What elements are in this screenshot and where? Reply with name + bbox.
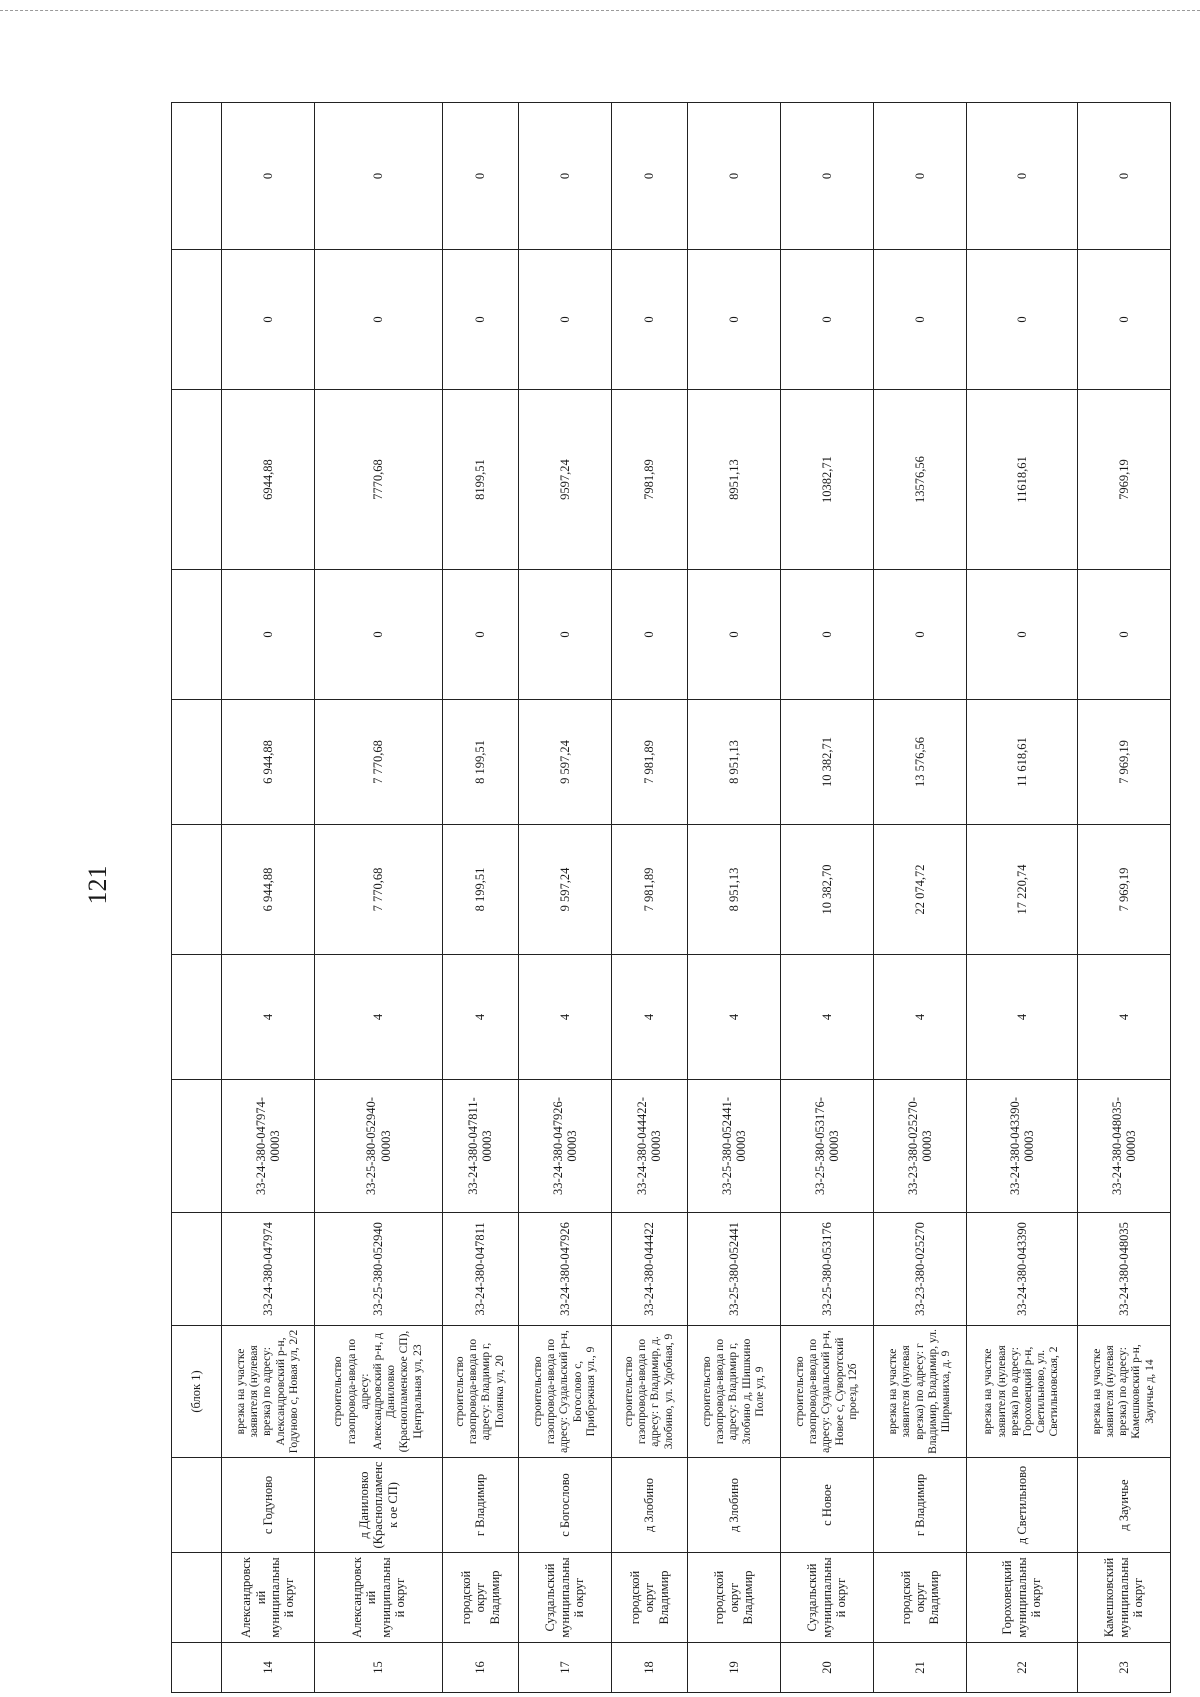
header-cell-block: (блок 1) [172,1326,222,1458]
value-cell: 0 [874,570,967,700]
value-cell: 0 [442,570,518,700]
amount-cell: 7 981,89 [611,825,687,955]
value-cell: 0 [442,250,518,390]
district-cell: Александровский муниципальный округ [315,1553,443,1643]
row-number: 20 [780,1643,873,1693]
amount-cell: 8 951,13 [687,700,780,825]
object-id-cell: 33-24-380-044422-00003 [611,1080,687,1213]
district-cell: Суздальский муниципальный округ [780,1553,873,1643]
value-cell: 0 [611,250,687,390]
code-cell: 33-24-380-047926 [518,1213,611,1326]
value-cell: 0 [967,570,1077,700]
value-cell: 0 [611,103,687,250]
description-cell: врезка на участке заявителя (нулевая врезка) по адресу: Камешковский р-н, Зауичье д, 14 [1077,1326,1170,1458]
value-cell: 0 [222,570,315,700]
object-id-cell: 33-25-380-053176-00003 [780,1080,873,1213]
row-number: 21 [874,1643,967,1693]
amount-cell: 7969,19 [1077,390,1170,570]
object-id-cell: 33-24-380-043390-00003 [967,1080,1077,1213]
description-cell: строительство газопровода-ввода по адресу: Владимир г, Полянка ул, 20 [442,1326,518,1458]
row-number: 17 [518,1643,611,1693]
description-cell: строительство газопровода-ввода по адресу: Суздальский р-н, Богослово с, Прибрежная ул., 9 [518,1326,611,1458]
locality-cell: д Злобино [687,1458,780,1553]
object-id-cell: 33-24-380-047974-00003 [222,1080,315,1213]
table-row [780,103,873,1693]
row-number: 23 [1077,1643,1170,1693]
value-cell: 0 [874,103,967,250]
amount-cell: 13576,56 [874,390,967,570]
amount-cell: 10 382,71 [780,700,873,825]
amount-cell: 7 770,68 [315,825,443,955]
register-table [171,102,1171,1693]
code-cell: 33-24-380-047974 [222,1213,315,1326]
value-cell: 0 [687,570,780,700]
locality-cell: с Годуново [222,1458,315,1553]
amount-cell: 8 199,51 [442,700,518,825]
locality-cell: г Владимир [442,1458,518,1553]
code-cell: 33-24-380-048035 [1077,1213,1170,1326]
value-cell: 0 [780,103,873,250]
locality-cell: д Светильново [967,1458,1077,1553]
row-number: 19 [687,1643,780,1693]
value-cell: 0 [518,570,611,700]
description-cell: строительство газопровода-ввода по адресу: Суздальский р-н, Новое с, Суворотский проезд, 12б [780,1326,873,1458]
code-cell: 33-23-380-025270 [874,1213,967,1326]
description-cell: строительство газопровода-ввода по адресу: Александровский р-н, д Даниловко (Краснопламенское СП), Центральная ул, 23 [315,1326,443,1458]
row-number: 15 [315,1643,443,1693]
locality-cell: с Богослово [518,1458,611,1553]
value-cell: 0 [967,250,1077,390]
category-cell: 4 [780,955,873,1080]
row-number: 16 [442,1643,518,1693]
code-cell: 33-25-380-052940 [315,1213,443,1326]
page-number: 121 [83,865,112,905]
value-cell: 0 [442,103,518,250]
category-cell: 4 [442,955,518,1080]
value-cell: 0 [687,250,780,390]
header-cell [172,103,222,250]
description-cell: врезка на участке заявителя (нулевая врезка) по адресу: Гороховецкий р-н, Светильново, ул. Светильновская, 2 [967,1326,1077,1458]
description-cell: врезка на участке заявителя (нулевая врезка) по адресу: Александровский р-н, Годуново с, Новая ул, 2/2 [222,1326,315,1458]
value-cell: 0 [315,570,443,700]
table-header-row [172,103,222,1693]
header-cell [172,250,222,390]
header-cell [172,1080,222,1213]
value-cell: 0 [780,250,873,390]
amount-cell: 9 597,24 [518,700,611,825]
code-cell: 33-24-380-043390 [967,1213,1077,1326]
value-cell: 0 [874,250,967,390]
object-id-cell: 33-25-380-052940-00003 [315,1080,443,1213]
header-cell [172,955,222,1080]
amount-cell: 8 199,51 [442,825,518,955]
amount-cell: 22 074,72 [874,825,967,955]
locality-cell: д Даниловко (Краснопламенск ое СП) [315,1458,443,1553]
table-row [518,103,611,1693]
amount-cell: 6 944,88 [222,700,315,825]
value-cell: 0 [1077,250,1170,390]
scan-edge-line [0,10,1200,11]
district-cell: городской округ Владимир [611,1553,687,1643]
table-row [874,103,967,1693]
amount-cell: 9597,24 [518,390,611,570]
amount-cell: 10 382,70 [780,825,873,955]
district-cell: Александровский муниципальный округ [222,1553,315,1643]
code-cell: 33-25-380-052441 [687,1213,780,1326]
locality-cell: д Злобино [611,1458,687,1553]
header-cell [172,390,222,570]
amount-cell: 6 944,88 [222,825,315,955]
value-cell: 0 [518,250,611,390]
amount-cell: 7 969,19 [1077,825,1170,955]
value-cell: 0 [611,570,687,700]
value-cell: 0 [222,103,315,250]
district-cell: городской округ Владимир [687,1553,780,1643]
header-cell [172,1553,222,1643]
value-cell: 0 [967,103,1077,250]
category-cell: 4 [874,955,967,1080]
header-cell [172,825,222,955]
category-cell: 4 [1077,955,1170,1080]
category-cell: 4 [315,955,443,1080]
amount-cell: 13 576,56 [874,700,967,825]
row-number: 22 [967,1643,1077,1693]
object-id-cell: 33-25-380-052441-00003 [687,1080,780,1213]
code-cell: 33-25-380-053176 [780,1213,873,1326]
locality-cell: д Зауичье [1077,1458,1170,1553]
amount-cell: 7 969,19 [1077,700,1170,825]
header-cell [172,1213,222,1326]
amount-cell: 8199,51 [442,390,518,570]
value-cell: 0 [315,250,443,390]
code-cell: 33-24-380-044422 [611,1213,687,1326]
description-cell: строительство газопровода-ввода по адресу: г Владимир, д. Злобино, ул. Удобная, 9 [611,1326,687,1458]
district-cell: Гороховецкий муниципальный округ [967,1553,1077,1643]
table-row [1077,103,1170,1693]
object-id-cell: 33-23-380-025270-00003 [874,1080,967,1213]
value-cell: 0 [687,103,780,250]
amount-cell: 7 981,89 [611,700,687,825]
value-cell: 0 [315,103,443,250]
locality-cell: г Владимир [874,1458,967,1553]
category-cell: 4 [967,955,1077,1080]
header-cell [172,1458,222,1553]
header-cell [172,700,222,825]
object-id-cell: 33-24-380-047926-00003 [518,1080,611,1213]
amount-cell: 7770,68 [315,390,443,570]
table-row [611,103,687,1693]
category-cell: 4 [222,955,315,1080]
table-row [442,103,518,1693]
row-number: 18 [611,1643,687,1693]
value-cell: 0 [518,103,611,250]
row-number: 14 [222,1643,315,1693]
table-row [222,103,315,1693]
category-cell: 4 [611,955,687,1080]
value-cell: 0 [1077,570,1170,700]
amount-cell: 6944,88 [222,390,315,570]
district-cell: Суздальский муниципальный округ [518,1553,611,1643]
amount-cell: 7981,89 [611,390,687,570]
description-cell: строительство газопровода-ввода по адресу: Владимир г, Злобино д, Шишкино Поле ул, 9 [687,1326,780,1458]
object-id-cell: 33-24-380-047811-00003 [442,1080,518,1213]
table-row [687,103,780,1693]
amount-cell: 17 220,74 [967,825,1077,955]
amount-cell: 8 951,13 [687,825,780,955]
value-cell: 0 [780,570,873,700]
table-row [967,103,1077,1693]
header-cell [172,1643,222,1693]
district-cell: городской округ Владимир [442,1553,518,1643]
amount-cell: 9 597,24 [518,825,611,955]
category-cell: 4 [518,955,611,1080]
district-cell: Камешковский муниципальный округ [1077,1553,1170,1643]
category-cell: 4 [687,955,780,1080]
header-cell [172,570,222,700]
table-row [315,103,443,1693]
amount-cell: 11 618,61 [967,700,1077,825]
amount-cell: 10382,71 [780,390,873,570]
object-id-cell: 33-24-380-048035-00003 [1077,1080,1170,1213]
value-cell: 0 [222,250,315,390]
locality-cell: с Новое [780,1458,873,1553]
value-cell: 0 [1077,103,1170,250]
rotated-table-wrapper [171,103,1171,1693]
description-cell: врезка на участке заявителя (нулевая врезка) по адресу: г Владимир, Владимир, ул. Ширманиха, д. 9 [874,1326,967,1458]
district-cell: городской округ Владимир [874,1553,967,1643]
amount-cell: 11618,61 [967,390,1077,570]
amount-cell: 7 770,68 [315,700,443,825]
code-cell: 33-24-380-047811 [442,1213,518,1326]
amount-cell: 8951,13 [687,390,780,570]
